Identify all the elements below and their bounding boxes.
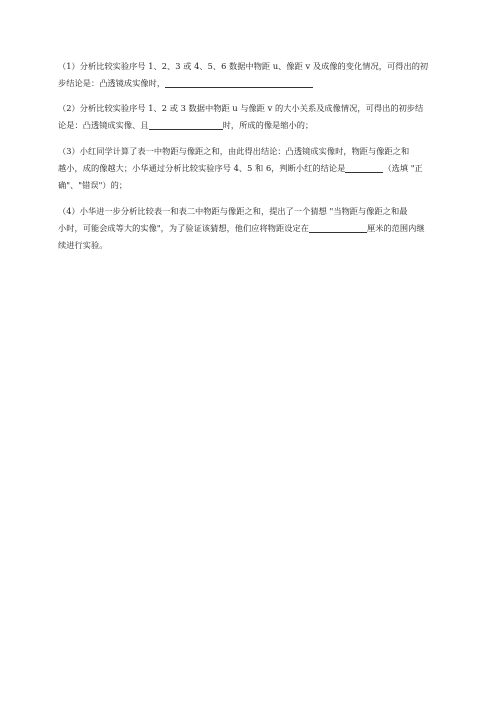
- answer-blank[interactable]: [345, 163, 383, 173]
- text-line: 步结论是：凸透镜成实像时，: [58, 75, 450, 92]
- text-line: 确"、"错误"）的；: [58, 180, 128, 190]
- text-line: （4）小华进一步分析比较表一和表二中物距与像距之和，提出了一个猜想 "当物距与像距之和最: [58, 206, 408, 216]
- text-line: 越小，成的像越大；小华通过分析比较实验序号 4、5 和 6，判断小红的结论是 （选填 "正: [58, 163, 423, 173]
- text-line: 论是：凸透镜成实像、且 时，所成的像是缩小的；: [58, 120, 314, 130]
- text-line: （1）分析比较实验序号 1、2、3 或 4、5、6 数据中物距 u、像距 v 及成像的变化情况，可得出的初: [58, 61, 429, 71]
- question-1-part-4: [58, 203, 450, 254]
- question-1-part-1: [58, 58, 450, 92]
- question-1-part-2: [58, 100, 450, 134]
- answer-blank[interactable]: [165, 78, 313, 88]
- answer-blank[interactable]: [309, 223, 367, 233]
- text-line: （3）小红同学计算了表一中物距与像距之和，由此得出结论：凸透镜成实像时，物距与像距之和: [58, 146, 410, 156]
- question-1-part-3: [58, 143, 450, 194]
- text-line: 小时，可能会成等大的实像"，为了验证该猜想，他们应将物距设定在 厘米的范围内继: [58, 223, 425, 233]
- answer-blank[interactable]: [149, 120, 223, 130]
- text-line: （2）分析比较实验序号 1、2 或 3 数据中物距 u 与像距 v 的大小关系及成像情况，可得出的初步结: [58, 103, 424, 113]
- text-line: 续进行实验。: [58, 240, 108, 250]
